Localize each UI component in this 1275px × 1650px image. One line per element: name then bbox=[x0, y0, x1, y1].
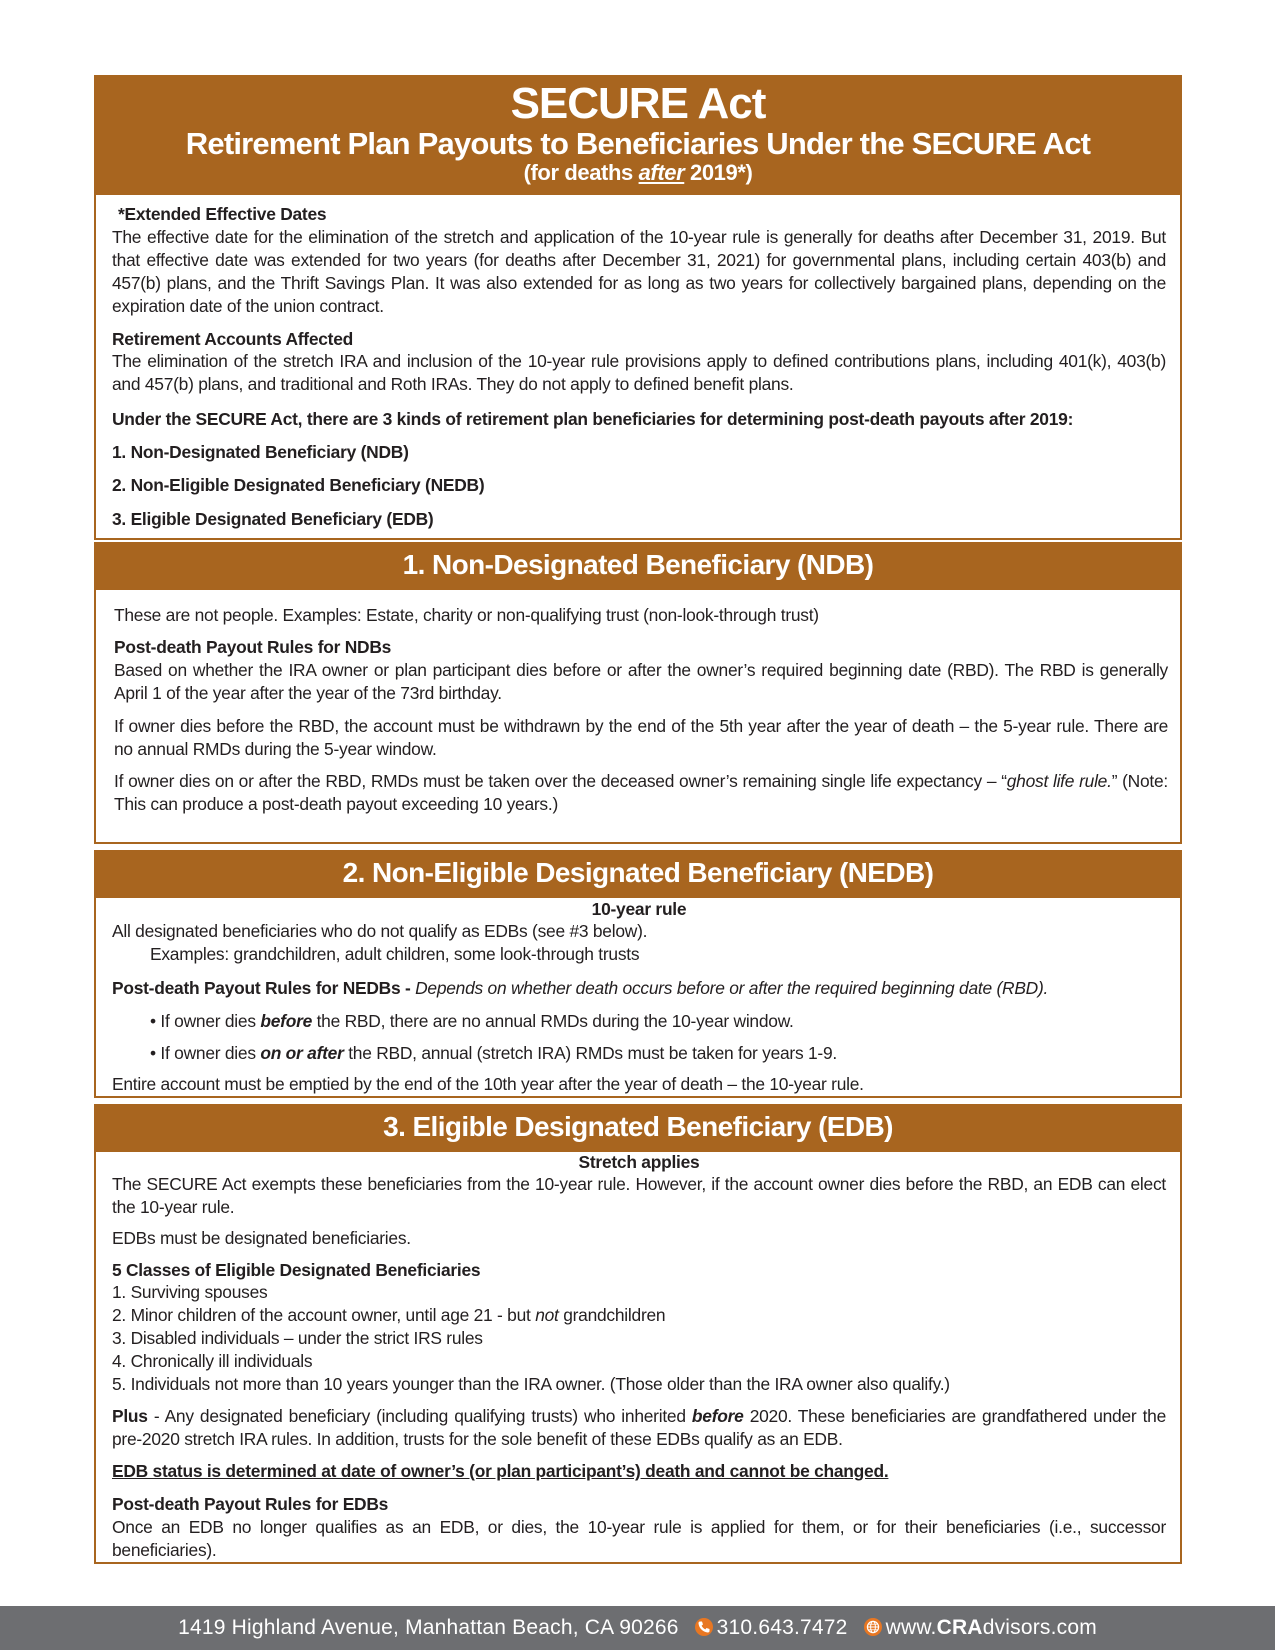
page-subtitle: Retirement Plan Payouts to Beneficiaries Under the SECURE Act bbox=[185, 126, 1091, 161]
accounts-affected-body: The elimination of the stretch IRA and inclusion of the 10-year rule provisions apply to defined contributions plans, including 401(k), 403(b) and 457(b) plans, and traditional and Roth IRAs. They do not apply to defined benefit plans. bbox=[112, 351, 1166, 394]
edb-subheading: Stretch applies bbox=[578, 1152, 700, 1172]
page-title: SECURE Act bbox=[510, 79, 766, 128]
footer-phone[interactable]: 310.643.7472 bbox=[716, 1616, 848, 1639]
ndb-before-rbd: If owner dies before the RBD, the account must be withdrawn by the end of the 5th year after the year of death – the 5-year rule. There are no annual RMDs during the 5-year window. bbox=[114, 716, 1168, 759]
edb-rules-body: Once an EDB no longer qualifies as an EDB, or dies, the 10-year rule is applied for them, or for their beneficiaries (i.e., successor beneficiaries). bbox=[112, 1517, 1166, 1560]
ndb-rules-body: Based on whether the IRA owner or plan participant dies before or after the owner’s required beginning date (RBD). The RBD is generally April 1 of the year after the year of the 73rd birthday. bbox=[114, 660, 1168, 703]
nedb-line-2: Examples: grandchildren, adult children, some look-through trusts bbox=[150, 944, 640, 964]
footer-bar bbox=[0, 1606, 1275, 1650]
nedb-bullet-after: • If owner dies on or after the RBD, annual (stretch IRA) RMDs must be taken for years 1-9. bbox=[150, 1043, 837, 1063]
ndb-rules-heading: Post-death Payout Rules for NDBs bbox=[114, 637, 392, 657]
globe-icon bbox=[864, 1618, 882, 1636]
title-banner bbox=[94, 75, 1182, 193]
extended-dates-heading: *Extended Effective Dates bbox=[118, 204, 327, 224]
edb-heading: 3. Eligible Designated Beneficiary (EDB) bbox=[94, 1104, 1182, 1150]
nedb-line-1: All designated beneficiaries who do not qualify as EDBs (see #3 below). bbox=[112, 921, 648, 941]
edb-class-2: 2. Minor children of the account owner, until age 21 - but not grandchildren bbox=[112, 1305, 666, 1325]
edb-class-1: 1. Surviving spouses bbox=[112, 1282, 268, 1302]
beneficiary-kind-1: 1. Non-Designated Beneficiary (NDB) bbox=[112, 442, 409, 462]
edb-class-4: 4. Chronically ill individuals bbox=[112, 1351, 313, 1371]
nedb-bullet-before: • If owner dies before the RBD, there are no annual RMDs during the 10-year window. bbox=[150, 1011, 794, 1031]
nedb-closing: Entire account must be emptied by the end of the 10th year after the year of death – the 10-year rule. bbox=[112, 1074, 864, 1094]
ndb-examples: These are not people. Examples: Estate, charity or non-qualifying trust (non-look-through trust) bbox=[114, 605, 819, 625]
footer-website[interactable]: www.CRAdvisors.com bbox=[885, 1616, 1097, 1639]
edb-exempt: The SECURE Act exempts these beneficiaries from the 10-year rule. However, if the account owner dies before the RBD, an EDB can elect the 10-year rule. bbox=[112, 1174, 1166, 1217]
edb-classes-heading: 5 Classes of Eligible Designated Beneficiaries bbox=[112, 1260, 481, 1280]
beneficiary-kinds-statement: Under the SECURE Act, there are 3 kinds of retirement plan beneficiaries for determining post-death payouts after 2019: bbox=[112, 409, 1074, 429]
nedb-subheading: 10-year rule bbox=[591, 899, 687, 919]
nedb-heading: 2. Non-Eligible Designated Beneficiary (NEDB) bbox=[94, 850, 1182, 896]
page-note: (for deaths after 2019*) bbox=[523, 160, 753, 185]
beneficiary-kind-3: 3. Eligible Designated Beneficiary (EDB) bbox=[112, 509, 434, 529]
edb-status-note: EDB status is determined at date of owner’s (or plan participant’s) death and cannot be changed. bbox=[112, 1461, 889, 1481]
edb-class-3: 3. Disabled individuals – under the strict IRS rules bbox=[112, 1328, 483, 1348]
ndb-after-rbd: If owner dies on or after the RBD, RMDs must be taken over the deceased owner’s remaining single life expectancy – “ghost life rule.” (Note: This can produce a post-death payout exceeding 10 years.) bbox=[114, 771, 1169, 814]
edb-must-be: EDBs must be designated beneficiaries. bbox=[112, 1228, 411, 1248]
accounts-affected-heading: Retirement Accounts Affected bbox=[112, 329, 354, 349]
ndb-heading: 1. Non-Designated Beneficiary (NDB) bbox=[94, 542, 1182, 588]
beneficiary-kind-2: 2. Non-Eligible Designated Beneficiary (NEDB) bbox=[112, 475, 485, 495]
nedb-rules: Post-death Payout Rules for NEDBs - Depends on whether death occurs before or after the required beginning date (RBD). bbox=[112, 978, 1049, 998]
edb-rules-heading: Post-death Payout Rules for EDBs bbox=[112, 1494, 389, 1514]
footer-address: 1419 Highland Avenue, Manhattan Beach, CA 90266 bbox=[178, 1616, 679, 1639]
edb-plus: Plus - Any designated beneficiary (including qualifying trusts) who inherited before 2020. These beneficiaries are grandfathered under the pre-2020 stretch IRA rules. In addition, trusts for the sole benefit of these EDBs qualify as an EDB. bbox=[112, 1406, 1166, 1449]
extended-dates-body: The effective date for the elimination of the stretch and application of the 10-year rule is generally for deaths after December 31, 2019. But that effective date was extended for two years (for deaths after December 31, 2021) for governmental plans, including certain 403(b) and 457(b) plans, and the Thrift Savings Plan. It was also extended for as long as two years for collectively bargained plans, depending on the expiration date of the union contract. bbox=[112, 227, 1166, 316]
edb-class-5: 5. Individuals not more than 10 years younger than the IRA owner. (Those older than the IRA owner also qualify.) bbox=[112, 1374, 950, 1394]
phone-icon bbox=[695, 1618, 713, 1636]
